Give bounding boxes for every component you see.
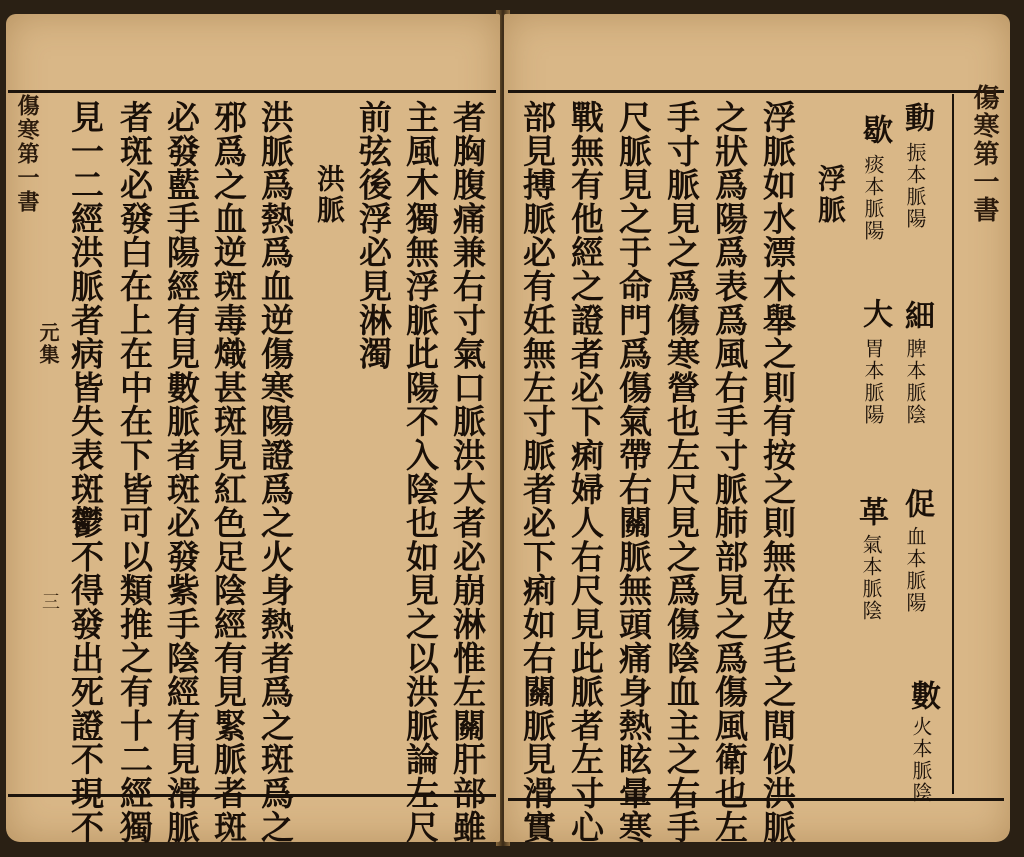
right-column-2: 之狀爲陽爲表爲風右手寸脈肺部見之爲傷風衛也左 (710, 100, 749, 844)
volume-mark: 元集 (36, 322, 60, 366)
pulse-shu-note: 火本脈陰 (909, 716, 933, 804)
right-column-3: 手寸脈見之爲傷寒營也左尺見之爲傷陰血主之右手 (662, 100, 701, 844)
left-column-1: 者胸腹痛兼右寸氣口脈洪大者必崩淋惟左關肝部雖 (448, 100, 487, 844)
folio-number: 三 (39, 592, 60, 610)
margin-divider (952, 94, 954, 794)
section-heading-fumai: 浮脈 (814, 164, 847, 226)
right-column-4: 尺脈見之于命門爲傷氣帶右關脈無頭痛身熱眩暈寒 (614, 100, 653, 844)
section-heading-hongmai: 洪脈 (313, 164, 346, 226)
right-column-5: 戰無有他經之證者必下痢婦人右尺見此脈者左寸心 (566, 100, 605, 844)
left-page (6, 14, 500, 842)
pulse-xi: 細 (899, 300, 934, 330)
right-column-6: 部見搏脈必有妊無左寸脈者必下痢如右關脈見滑實 (518, 100, 557, 844)
pulse-xie: 歇 (857, 114, 892, 144)
top-border-rule-right (508, 90, 1004, 93)
left-column-5: 邪爲之血逆斑毒熾甚斑見紅色足陰經有見緊脈者斑 (209, 100, 248, 844)
top-border-rule (8, 90, 496, 93)
left-margin-title: 傷寒第一書 (14, 94, 40, 214)
left-column-3: 前弦後浮必見淋濁 (354, 100, 393, 371)
pulse-ge-note: 氣本脈陰 (859, 534, 883, 622)
left-column-2: 主風木獨無浮脈此陽不入陰也如見之以洪脈論左尺 (401, 100, 440, 844)
left-column-8: 見一二經洪脈者病皆失表斑鬱不得發出死證不現不 (66, 100, 105, 844)
pulse-xie-note: 痰本脈陽 (861, 154, 885, 242)
left-column-6: 必發藍手陽經有見數脈者斑必發紫手陰經有見滑脈 (162, 100, 201, 844)
left-column-4: 洪脈爲熱爲血逆傷寒陽證爲之火身熱者爲之斑爲之 (256, 100, 295, 844)
pulse-xi-note: 脾本脈陰 (903, 338, 927, 426)
pulse-dong: 動 (899, 102, 934, 132)
pulse-shu: 數 (905, 680, 940, 710)
left-column-7: 者斑必發白在上在中在下皆可以類推之有十二經獨 (115, 100, 154, 844)
right-page (504, 14, 1010, 842)
right-margin-title: 傷寒第一書 (969, 84, 999, 224)
pulse-ge: 革 (853, 496, 888, 526)
right-column-1: 浮脈如水漂木舉之則有按之則無在皮毛之間似洪脈 (758, 100, 797, 844)
pulse-da-note: 胃本脈陽 (861, 338, 885, 426)
pulse-dong-note: 振本脈陽 (903, 142, 927, 230)
pulse-cu: 促 (899, 488, 934, 518)
pulse-da: 大 (857, 298, 892, 328)
pulse-cu-note: 血本脈陽 (903, 526, 927, 614)
